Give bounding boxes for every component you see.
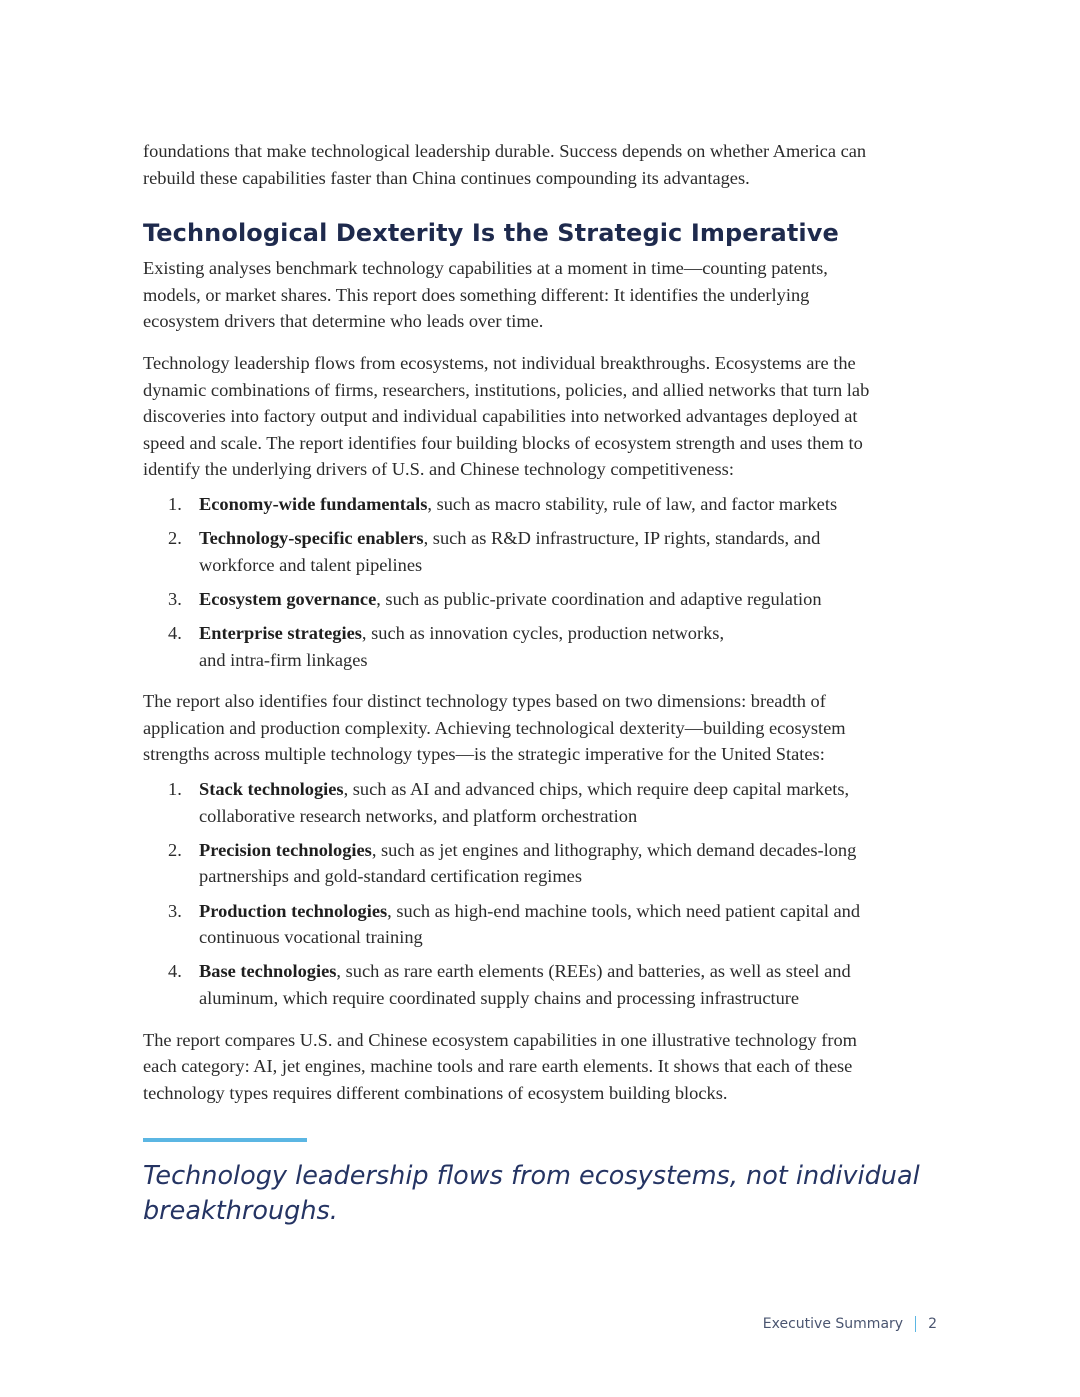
paragraph-technology-types <box>143 688 943 768</box>
list-item <box>143 525 943 578</box>
list-item <box>143 776 943 829</box>
list-term: Ecosystem governance <box>199 588 377 609</box>
list-item <box>143 620 943 673</box>
list-term: Enterprise strategies <box>199 623 362 644</box>
list-number: 3. <box>168 588 182 609</box>
list-number: 1. <box>168 493 182 514</box>
list-number: 4. <box>168 623 182 644</box>
technology-types-list <box>143 776 943 1012</box>
list-term: Stack technologies <box>199 779 344 800</box>
list-item <box>143 898 943 951</box>
list-text: aluminum, which require coordinated supply chains and processing infrastructure <box>199 988 800 1008</box>
paragraph-ecosystems <box>143 350 943 483</box>
list-text: collaborative research networks, and platform orchestration <box>199 805 638 826</box>
building-blocks-list <box>143 491 943 673</box>
list-number: 2. <box>168 528 182 549</box>
paragraph-line: speed and scale. The report identifies four building blocks of ecosystem strength and uses them to <box>143 432 863 453</box>
list-text: , such as AI and advanced chips, which require deep capital markets, <box>343 779 850 800</box>
list-number: 2. <box>168 839 182 860</box>
paragraph-line: rebuild these capabilities faster than China continues compounding its advantages. <box>143 167 750 188</box>
list-text: workforce and talent pipelines <box>199 554 423 575</box>
pull-quote-accent-rule <box>143 1138 307 1142</box>
list-term: Precision technologies <box>199 839 372 860</box>
pull-quote-line: breakthroughs. <box>143 1196 338 1227</box>
list-text: , such as rare earth elements (REEs) and batteries, as well as steel and <box>336 961 851 982</box>
page-footer <box>763 1316 937 1332</box>
list-text: partnerships and gold-standard certification regimes <box>199 866 583 887</box>
list-number: 3. <box>168 900 182 921</box>
list-text: and intra-firm linkages <box>199 649 368 670</box>
list-term: Technology-specific enablers <box>199 528 424 549</box>
footer-divider <box>915 1316 916 1332</box>
list-text: , such as high-end machine tools, which need patient capital and <box>387 900 861 921</box>
list-number: 4. <box>168 961 182 982</box>
list-term: Production technologies <box>199 900 388 921</box>
page-number: 2 <box>928 1316 937 1332</box>
page-content <box>143 138 943 1229</box>
paragraph-line: Existing analyses benchmark technology capabilities at a moment in time—counting patents, <box>143 258 828 279</box>
paragraph-line: dynamic combinations of firms, researchers, institutions, policies, and allied networks that turn lab <box>143 379 870 400</box>
list-text: , such as R&D infrastructure, IP rights, standards, and <box>423 528 821 549</box>
list-text: , such as public-private coordination and adaptive regulation <box>376 588 822 609</box>
pull-quote <box>143 1159 943 1229</box>
list-item <box>143 837 943 890</box>
list-item <box>143 586 943 613</box>
pull-quote-line: Technology leadership flows from ecosystems, not individual <box>143 1161 920 1192</box>
list-text: , such as innovation cycles, production networks, <box>361 623 725 644</box>
paragraph-comparison <box>143 1027 943 1107</box>
paragraph-line: each category: AI, jet engines, machine tools and rare earth elements. It shows that each of these <box>143 1056 853 1077</box>
list-text: continuous vocational training <box>199 927 423 948</box>
paragraph-line: application and production complexity. Achieving technological dexterity—building ecosystem <box>143 717 846 738</box>
paragraph-line: strengths across multiple technology types—is the strategic imperative for the United States: <box>143 744 825 765</box>
paragraph-line: identify the underlying drivers of U.S. and Chinese technology competitiveness: <box>143 459 734 480</box>
paragraph-line: ecosystem drivers that determine who leads over time. <box>143 311 544 332</box>
list-item <box>143 491 943 518</box>
paragraph-line: discoveries into factory output and individual capabilities into networked advantages deployed at <box>143 406 858 427</box>
paragraph-line: Technology leadership flows from ecosystems, not individual breakthroughs. Ecosystems are the <box>143 352 856 373</box>
paragraph-line: The report compares U.S. and Chinese ecosystem capabilities in one illustrative technology from <box>143 1029 857 1050</box>
list-item <box>143 958 943 1011</box>
paragraph-line: models, or market shares. This report does something different: It identifies the underlying <box>143 284 810 305</box>
paragraph-line: technology types requires different combinations of ecosystem building blocks. <box>143 1082 728 1103</box>
footer-section-label: Executive Summary <box>762 1316 904 1332</box>
intro-paragraph <box>143 138 943 191</box>
paragraph-line: The report also identifies four distinct technology types based on two dimensions: breadth of <box>143 691 826 712</box>
list-term: Base technologies <box>199 961 337 982</box>
list-number: 1. <box>168 779 182 800</box>
list-text: , such as macro stability, rule of law, and factor markets <box>427 493 838 514</box>
paragraph-existing-analyses <box>143 255 943 335</box>
section-heading: Technological Dexterity Is the Strategic Imperative <box>143 219 839 248</box>
paragraph-line: foundations that make technological leadership durable. Success depends on whether America can <box>143 141 867 161</box>
list-term: Economy-wide fundamentals <box>199 493 428 514</box>
list-text: , such as jet engines and lithography, which demand decades-long <box>371 839 857 860</box>
